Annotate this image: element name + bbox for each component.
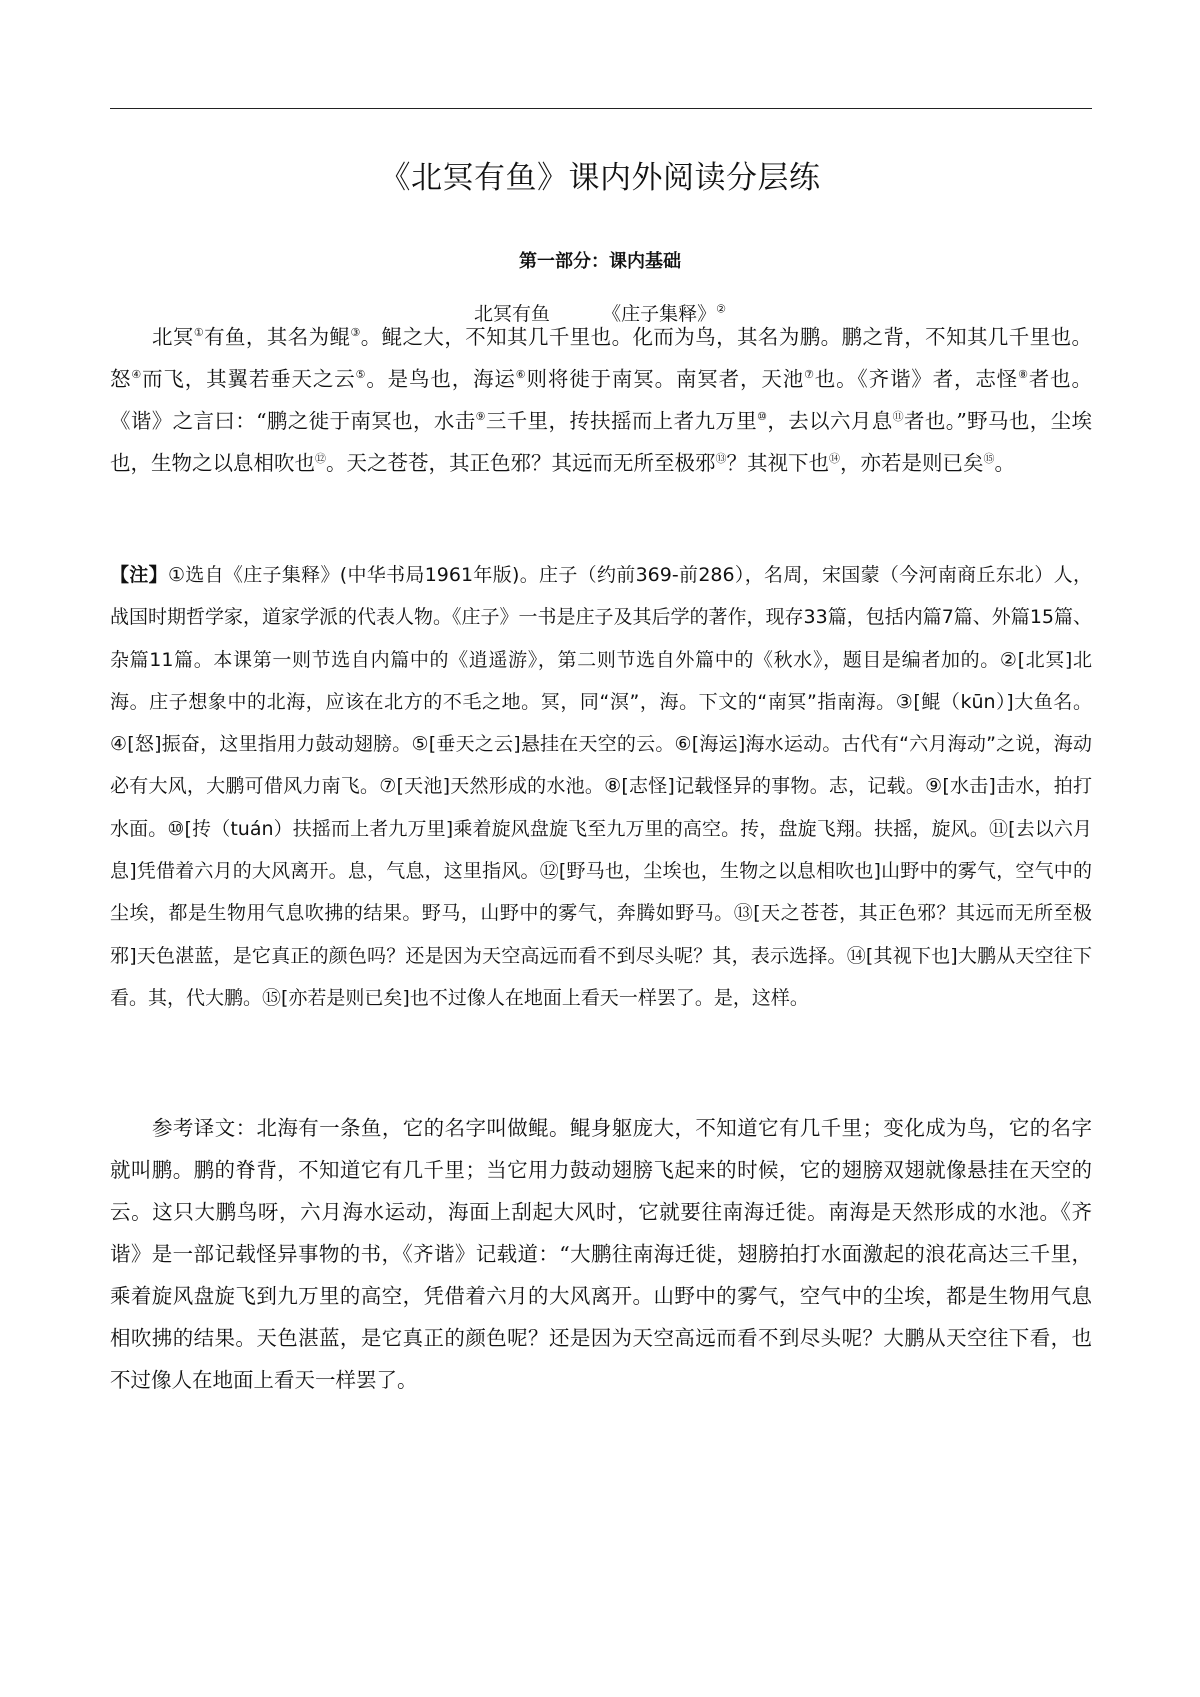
note-mark: ⑭	[829, 452, 840, 466]
original-text	[110, 316, 1092, 484]
text-run: 者也。《谐》之言曰：“鹏之徙于南冥也，水击	[110, 367, 1092, 433]
passage-title: 北冥有鱼	[474, 303, 551, 325]
text-run: 北冥	[152, 325, 194, 349]
notes-body: ①选自《庄子集释》(中华书局1961年版)。庄子（约前369-前286），名周，宋国蒙（今河南商丘东北）人，战国时期哲学家，道家学派的代表人物。《庄子》一书是庄子及其后学的著作，现存33篇，包括内篇7篇、外篇15篇、杂篇11篇。本课第一则节选自内篇中的《逍遥游》，第二则节选自外篇中的《秋水》，题目是编者加的。②[北冥]北海。庄子想象中的北海，应该在北方的不毛之地。冥，同“溟”，海。下文的“南冥”指南海。③[鲲（kūn）]大鱼名。④[怒]振奋，这里指用力鼓动翅膀。⑤[垂天之云]悬挂在天空的云。⑥[海运]海水运动。古代有“六月海动”之说，海动必有大风，大鹏可借风力南飞。⑦[天池]天然形成的水池。⑧[志怪]记载怪异的事物。志，记载。⑨[水击]击水，拍打水面。⑩[抟（tuán）扶摇而上者九万里]乘着旋风盘旋飞至九万里的高空。抟，盘旋飞翔。扶摇，旋风。⑪[去以六月息]凭借着六月的大风离开。息，气息，这里指风。⑫[野马也，尘埃也，生物之以息相吹也]山野中的雾气，空气中的尘埃，都是生物用气息吹拂的结果。野马，山野中的雾气，奔腾如野马。⑬[天之苍苍，其正色邪？其远而无所至极邪]天色湛蓝，是它真正的颜色吗？还是因为天空高远而看不到尽头呢？其，表示选择。⑭[其视下也]大鹏从天空往下看。其，代大鹏。⑮[亦若是则已矣]也不过像人在地面上看天一样罢了。是，这样。	[110, 564, 1092, 1009]
text-run: 。鲲之大，不知其几千里也。化而为鸟，其名为鹏。鹏之背，不知其几千里也。怒	[110, 325, 1093, 391]
text-run: 则将徙于南冥。南冥者，天池	[526, 367, 805, 391]
text-run: ，亦若是则已矣	[840, 451, 984, 475]
note-mark: ⑨	[475, 410, 486, 424]
section-heading: 第一部分：课内基础	[519, 251, 681, 272]
note-mark: ⑥	[515, 368, 527, 382]
page-title: 《北冥有鱼》课内外阅读分层练	[379, 160, 821, 196]
annotations	[110, 554, 1092, 1019]
note-mark: ⑬	[715, 452, 727, 466]
text-run: 。是鸟也，海运	[366, 367, 516, 391]
notes-label: 【注】	[110, 564, 168, 586]
text-run: ？其视下也	[726, 451, 829, 475]
text-run: 者也。”野马也，尘埃也，生物之以息相吹也	[110, 409, 1093, 475]
note-mark: ⑦	[804, 368, 815, 382]
note-mark: ⑩	[757, 410, 768, 424]
note-mark: ⑫	[315, 452, 326, 466]
note-mark: ④	[131, 368, 143, 382]
passage-source: 《庄子集释》	[602, 303, 717, 325]
note-mark: ⑤	[355, 368, 367, 382]
note-mark: ③	[350, 326, 361, 340]
text-run: 而飞，其翼若垂天之云	[142, 367, 356, 391]
passage-source-note-mark: ②	[716, 302, 726, 316]
header-rule	[110, 108, 1092, 109]
text-run: ，去以六月息	[767, 409, 893, 433]
text-run: 。	[994, 451, 1015, 475]
text-run: 也。《齐谐》者，志怪	[814, 367, 1019, 391]
note-mark: ⑧	[1018, 368, 1029, 382]
text-run: 有鱼，其名为鲲	[204, 325, 351, 349]
text-run: 。天之苍苍，其正色邪？其远而无所至极邪	[326, 451, 716, 475]
reference-translation: 参考译文：北海有一条鱼，它的名字叫做鲲。鲲身躯庞大，不知道它有几千里；变化成为鸟，它的名字就叫鹏。鹏的脊背，不知道它有几千里；当它用力鼓动翅膀飞起来的时候，它的翅膀双翅就像悬挂在天空的云。这只大鹏鸟呀，六月海水运动，海面上刮起大风时，它就要往南海迁徙。南海是天然形成的水池。《齐谐》是一部记载怪异事物的书，《齐谐》记载道：“大鹏往南海迁徙，翅膀拍打水面激起的浪花高达三千里，乘着旋风盘旋飞到九万里的高空，凭借着六月的大风离开。山野中的雾气，空气中的尘埃，都是生物用气息相吹拂的结果。天色湛蓝，是它真正的颜色呢？还是因为天空高远而看不到尽头呢？大鹏从天空往下看，也不过像人在地面上看天一样罢了。	[110, 1116, 1092, 1392]
note-mark: ⑮	[983, 452, 995, 466]
text-run: 三千里，抟扶摇而上者九万里	[485, 409, 758, 433]
note-mark: ①	[193, 326, 205, 340]
note-mark: ⑪	[892, 410, 904, 424]
